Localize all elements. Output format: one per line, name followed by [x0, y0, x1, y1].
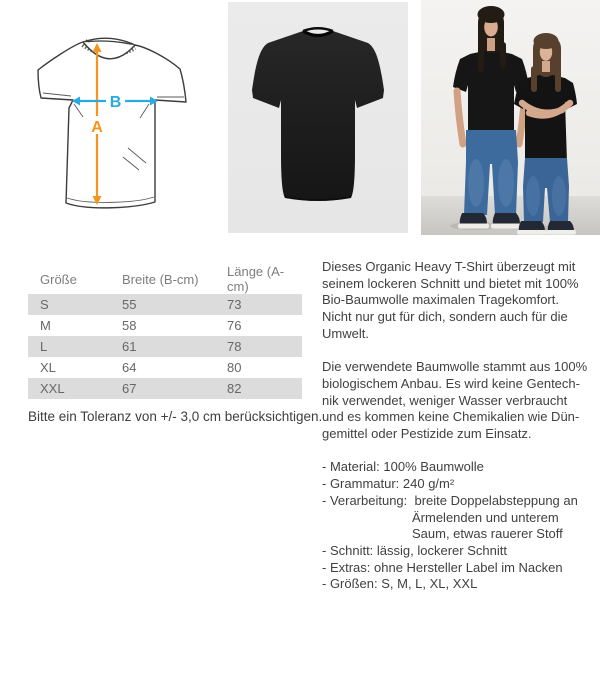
text-line: Saum, etwas rauerer Stoff — [412, 526, 563, 542]
text-line: gemittel oder Pestizide zum Einsatz. — [322, 426, 532, 442]
width-label: B — [109, 94, 122, 111]
text-line: - Extras: ohne Hersteller Label im Nacken — [322, 559, 563, 575]
product-photo — [228, 2, 408, 233]
text-line: nik verwendet, weniger Wasser verbraucht — [322, 392, 568, 408]
table-header-row — [28, 264, 302, 294]
table-cell: XL — [40, 360, 56, 375]
length-label: A — [91, 119, 103, 136]
text-line: Die verwendete Baumwolle stammt aus 100% — [322, 359, 588, 375]
text-line: biologischem Anbau. Es wird keine Gentech- — [322, 375, 580, 391]
description-paragraph-2 — [322, 359, 594, 443]
man-right-shoe-sole — [491, 224, 522, 229]
text-line: - Größen: S, M, L, XL, XXL — [322, 576, 478, 592]
woman-left-shoe — [519, 221, 545, 231]
models-photo — [421, 0, 600, 235]
table-cell: 82 — [215, 378, 302, 399]
table-cell: S — [28, 294, 110, 315]
text-line: - Verarbeitung: breite Doppelabsteppung an — [322, 492, 578, 508]
table-row — [28, 357, 302, 378]
text-line: und es kommen keine Chemikalien wie Dün- — [322, 409, 580, 425]
size-table-body — [28, 294, 302, 399]
man-jeans-wash-left — [468, 159, 484, 207]
man-hair-strand-left — [478, 42, 484, 72]
table-row — [28, 294, 302, 315]
table-cell: 78 — [215, 336, 302, 357]
table-cell: XXL — [28, 378, 110, 399]
text-line: Bio-Baumwolle maximalen Tragekomfort. — [322, 292, 559, 308]
woman-right-shoe-sole — [546, 230, 576, 235]
text-line: - Grammatur: 240 g/m² — [322, 476, 455, 492]
tshirt-outline — [38, 38, 186, 208]
models-photo-image — [421, 0, 600, 235]
table-cell: 73 — [215, 294, 302, 315]
man-jeans-wash-right — [498, 159, 514, 207]
product-photo-image — [228, 2, 408, 233]
size-diagram-panel — [28, 30, 198, 215]
man-hair-strand-right — [500, 42, 506, 68]
woman-left-shoe-sole — [517, 230, 547, 235]
woman-jeans-wash-left — [526, 176, 540, 216]
text-line: - Schnitt: lässig, lockerer Schnitt — [322, 542, 507, 558]
description-paragraph-1 — [322, 259, 594, 343]
table-row — [28, 315, 302, 336]
woman-right-shoe — [548, 221, 574, 231]
woman-hair-strand-right — [555, 66, 561, 92]
column-header-width: Breite (B-cm) — [122, 271, 199, 287]
table-cell: 58 — [122, 318, 137, 333]
man-left-shoe-sole — [458, 224, 489, 229]
table-row — [28, 336, 302, 357]
table-cell: 64 — [122, 360, 137, 375]
tolerance-note: Bitte ein Toleranz von +/- 3,0 cm berücksichtigen. — [28, 409, 323, 424]
tshirt-measure-diagram — [28, 30, 198, 215]
man-left-shoe — [460, 213, 487, 224]
man-hair-top — [478, 6, 505, 23]
woman-neck — [542, 61, 550, 72]
text-line: seinem lockeren Schnitt und bietet mit 100% — [322, 275, 579, 291]
text-line: Ärmelenden und unterem — [412, 509, 559, 525]
table-cell: M — [40, 318, 51, 333]
table-cell: 61 — [110, 336, 215, 357]
woman-hair-top — [534, 33, 559, 49]
man-neck — [487, 38, 495, 51]
table-cell: 80 — [227, 360, 242, 375]
text-line: - Material: 100% Baumwolle — [322, 459, 484, 475]
woman-hair-strand-left — [531, 66, 537, 92]
column-header-size: Größe — [40, 271, 77, 287]
man-right-shoe — [493, 213, 520, 224]
product-description — [322, 259, 594, 593]
text-line: Dieses Organic Heavy T-Shirt überzeugt mit — [322, 259, 576, 274]
table-cell: 76 — [227, 318, 242, 333]
table-row — [28, 378, 302, 399]
table-cell: L — [28, 336, 110, 357]
column-header-length: Länge (A-cm) — [227, 264, 285, 294]
woman-jeans-wash-right — [552, 176, 566, 216]
text-line: Nicht nur gut für dich, sondern auch für die — [322, 309, 568, 325]
table-cell: 55 — [110, 294, 215, 315]
size-table — [28, 264, 302, 399]
table-cell: 67 — [110, 378, 215, 399]
description-spec-list — [322, 459, 594, 593]
text-line: Umwelt. — [322, 325, 369, 341]
